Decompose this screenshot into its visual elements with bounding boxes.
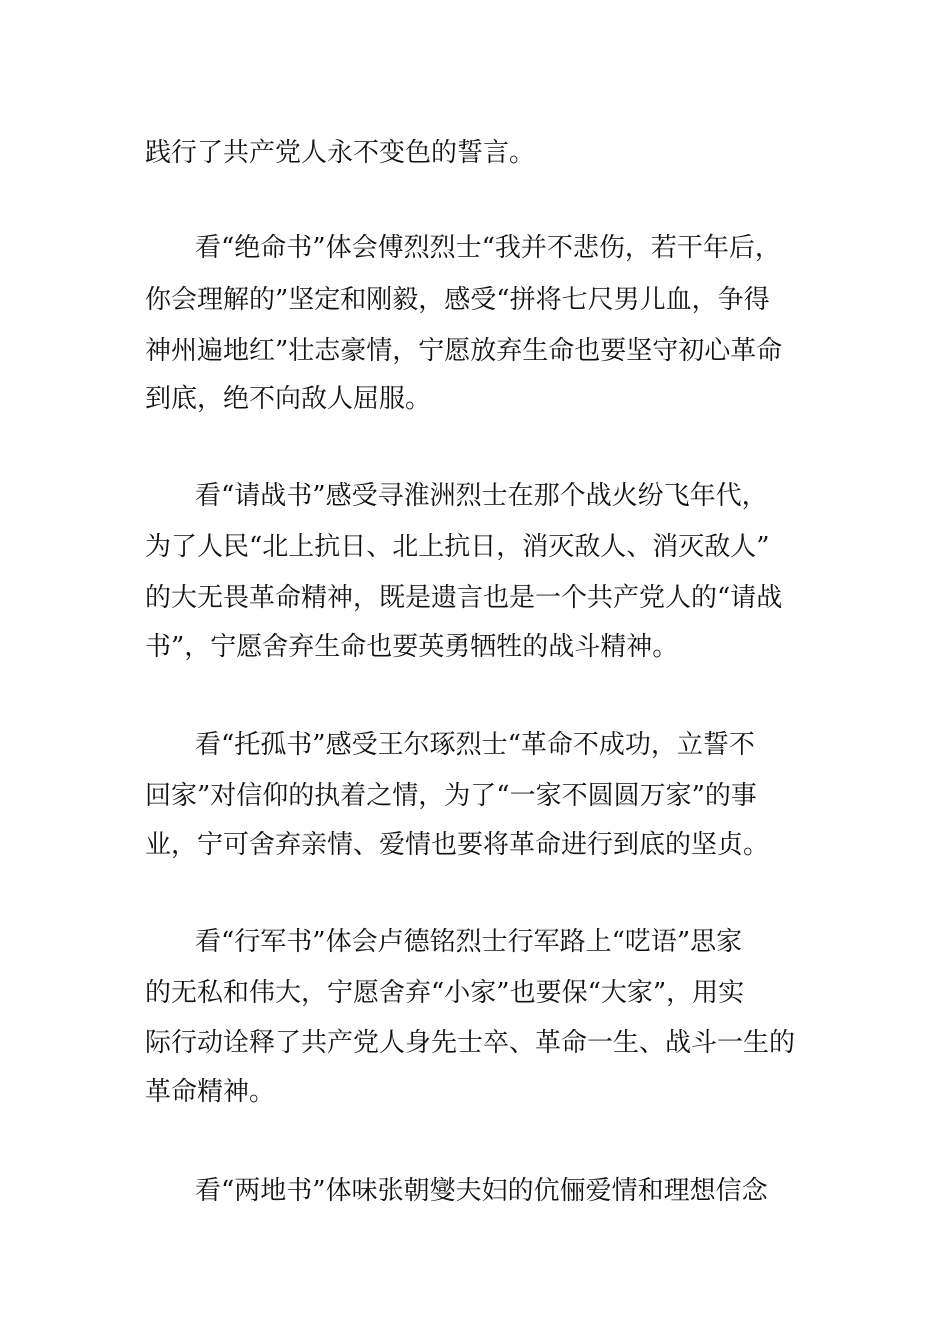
paragraph-2-line-1: 看“绝命书”体会傅烈烈士“我并不悲伤，若干年后，	[195, 233, 781, 263]
paragraph-2-line-3: 神州遍地红”壮志豪情，宁愿放弃生命也要坚守初心革命	[145, 336, 783, 366]
paragraph-5-line-2: 的无私和伟大，宁愿舍弃“小家”也要保“大家”，用实	[145, 978, 745, 1008]
paragraph-3-line-1: 看“请战书”感受寻淮洲烈士在那个战火纷飞年代，	[195, 481, 768, 511]
paragraph-3-line-3: 的大无畏革命精神，既是遗言也是一个共产党人的“请战	[145, 583, 783, 613]
paragraph-6-line-1: 看“两地书”体味张朝燮夫妇的伉俪爱情和理想信念	[195, 1176, 768, 1206]
paragraph-5-line-1: 看“行军书”体会卢德铭烈士行军路上“呓语”思家	[195, 927, 743, 957]
paragraph-2-line-2: 你会理解的”坚定和刚毅，感受“拼将七尺男儿血，争得	[145, 285, 770, 315]
paragraph-3-line-4: 书”，宁愿舍弃生命也要英勇牺牲的战斗精神。	[145, 632, 679, 662]
paragraph-4-line-2: 回家”对信仰的执着之情，为了“一家不圆圆万家”的事	[145, 781, 757, 811]
paragraph-4-line-1: 看“托孤书”感受王尔琢烈士“革命不成功，立誓不	[195, 730, 755, 760]
paragraph-1-line-1: 践行了共产党人永不变色的誓言。	[145, 138, 536, 168]
paragraph-4-line-3: 业，宁可舍弃亲情、爱情也要将革命进行到底的坚贞。	[145, 830, 770, 860]
paragraph-5-line-3: 际行动诠释了共产党人身先士卒、革命一生、战斗一生的	[145, 1028, 796, 1058]
paragraph-3-line-2: 为了人民“北上抗日、北上抗日，消灭敌人、消灭敌人”	[145, 532, 770, 562]
paragraph-5-line-4: 革命精神。	[145, 1077, 276, 1107]
paragraph-2-line-4: 到底，绝不向敌人屈服。	[145, 384, 432, 414]
